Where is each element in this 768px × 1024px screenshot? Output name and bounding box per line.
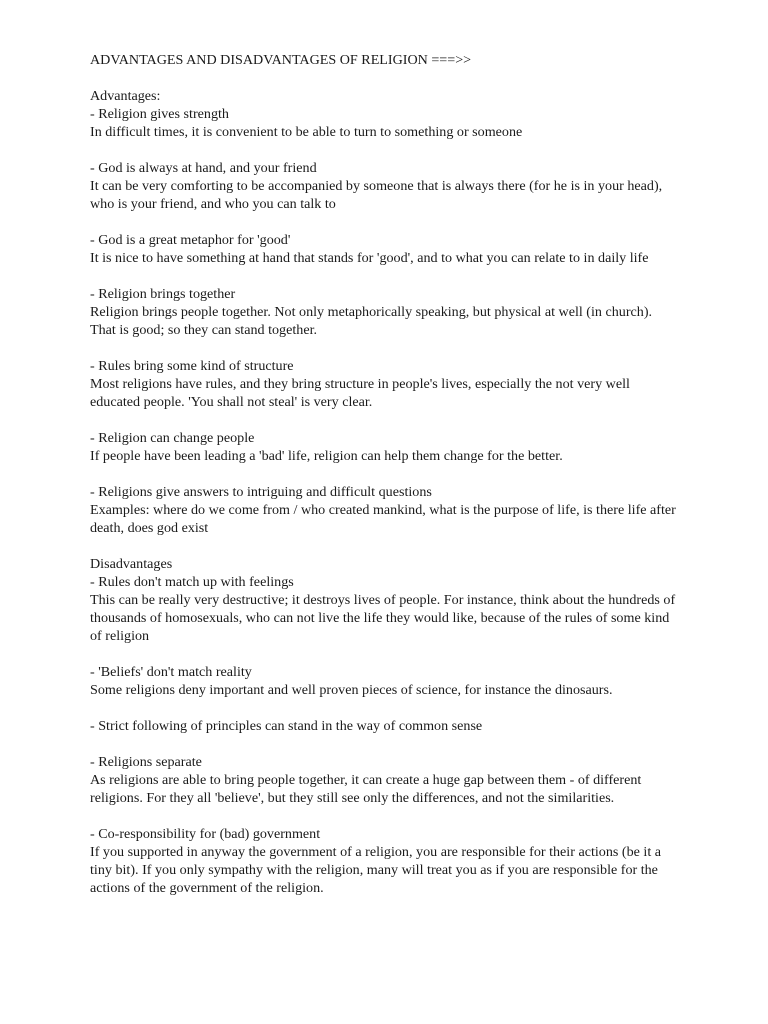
advantage-point: - Religion gives strength <box>90 106 229 122</box>
spacer <box>90 735 680 753</box>
disadvantage-text: If you supported in anyway the government of a religion, you are responsible for their actions (be it a tiny bit). If you only sympathy with the religion, many will treat you as if you are responsible for the actions of the government of the religion. <box>90 844 662 896</box>
disadvantage-point: - Religions separate <box>90 754 202 770</box>
document-page <box>90 51 680 897</box>
spacer <box>90 267 680 285</box>
spacer <box>90 465 680 483</box>
spacer <box>90 411 680 429</box>
spacer <box>90 645 680 663</box>
spacer <box>90 699 680 717</box>
document-title: ADVANTAGES AND DISADVANTAGES OF RELIGION ===>> <box>90 52 472 68</box>
disadvantage-point: - Strict following of principles can stand in the way of common sense <box>90 718 483 734</box>
advantage-point: - Rules bring some kind of structure <box>90 358 294 374</box>
advantages-heading: Advantages: <box>90 88 161 104</box>
advantage-text: If people have been leading a 'bad' life, religion can help them change for the better. <box>90 448 563 464</box>
disadvantage-point: - Rules don't match up with feelings <box>90 574 294 590</box>
spacer <box>90 807 680 825</box>
advantage-point: - God is a great metaphor for 'good' <box>90 232 291 248</box>
spacer <box>90 213 680 231</box>
disadvantage-text: As religions are able to bring people together, it can create a huge gap between them - of different religions. For they all 'believe', but they still see only the differences, and not the similarities. <box>90 772 642 806</box>
spacer <box>90 339 680 357</box>
spacer <box>90 537 680 555</box>
spacer <box>90 69 680 87</box>
advantage-point: - Religion brings together <box>90 286 236 302</box>
disadvantage-point: - 'Beliefs' don't match reality <box>90 664 252 680</box>
advantage-text: Most religions have rules, and they bring structure in people's lives, especially the not very well educated people. 'You shall not steal' is very clear. <box>90 376 630 410</box>
disadvantages-heading: Disadvantages <box>90 556 173 572</box>
advantage-text: It can be very comforting to be accompanied by someone that is always there (for he is in your head), who is your friend, and who you can talk to <box>90 178 663 212</box>
disadvantage-text: Some religions deny important and well proven pieces of science, for instance the dinosaurs. <box>90 682 613 698</box>
advantage-point: - Religion can change people <box>90 430 255 446</box>
disadvantage-text: This can be really very destructive; it destroys lives of people. For instance, think about the hundreds of thousands of homosexuals, who can not live the life they would like, because of the rules of some kind of religion <box>90 592 676 644</box>
disadvantage-point: - Co-responsibility for (bad) government <box>90 826 321 842</box>
advantage-text: Examples: where do we come from / who created mankind, what is the purpose of life, is there life after death, does god exist <box>90 502 676 536</box>
advantage-point: - God is always at hand, and your friend <box>90 160 317 176</box>
advantage-point: - Religions give answers to intriguing and difficult questions <box>90 484 432 500</box>
advantage-text: It is nice to have something at hand that stands for 'good', and to what you can relate to in daily life <box>90 250 649 266</box>
advantage-text: In difficult times, it is convenient to be able to turn to something or someone <box>90 124 523 140</box>
spacer <box>90 141 680 159</box>
advantage-text: Religion brings people together. Not only metaphorically speaking, but physical at well (in church). That is good; so they can stand together. <box>90 304 653 338</box>
